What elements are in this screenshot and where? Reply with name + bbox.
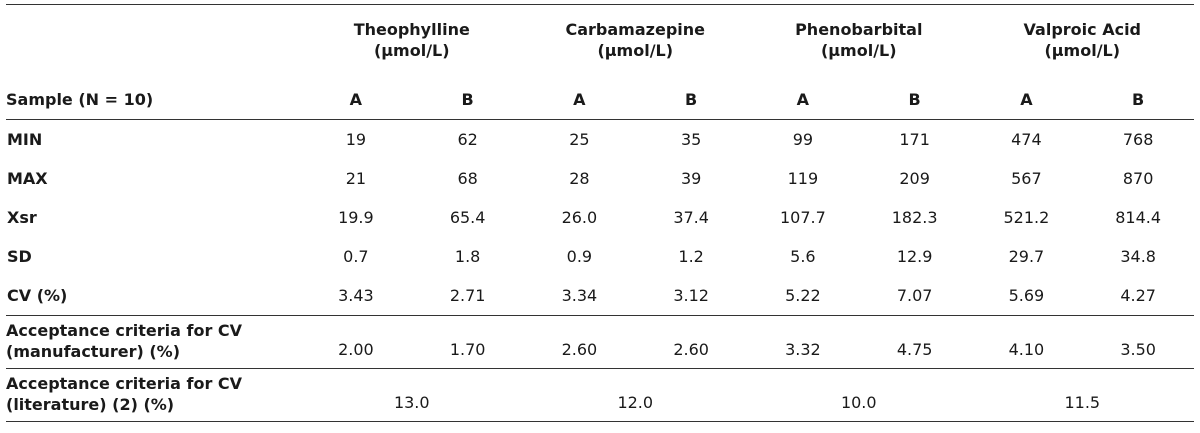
table-cell: 3.12 <box>673 286 709 305</box>
table-cell: 3.43 <box>338 286 374 305</box>
sample-header: Sample (N = 10) <box>6 79 300 120</box>
drug-unit: (µmol/L) <box>1044 41 1121 60</box>
table-cell: 65.4 <box>449 208 486 227</box>
table-cell: 0.7 <box>343 247 369 266</box>
table-cell: 567 <box>1011 169 1042 188</box>
table-cell: 26.0 <box>561 208 598 227</box>
table-cell: 171 <box>899 130 930 149</box>
table-cell: 814.4 <box>1115 208 1162 227</box>
table-cell: 29.7 <box>1008 247 1045 266</box>
table-cell: 2.60 <box>524 316 636 369</box>
row-label-line: (manufacturer) (%) <box>6 342 181 361</box>
row-label <box>6 316 300 369</box>
drug-header-theophylline <box>300 5 524 80</box>
drug-unit: (µmol/L) <box>597 41 674 60</box>
table-row-acceptance-manufacturer <box>6 316 1194 369</box>
table-cell: 35 <box>680 130 702 149</box>
row-label-line: Acceptance criteria for CV <box>6 321 243 340</box>
table-cell: 39 <box>680 169 702 188</box>
table-cell: 4.27 <box>1120 286 1156 305</box>
table-cell: 28 <box>569 169 590 188</box>
cv-results-table <box>6 4 1194 422</box>
table-cell: 12.0 <box>524 369 748 422</box>
sample-b-header: B <box>412 79 524 120</box>
table-cell: 99 <box>792 130 814 149</box>
drug-header-phenobarbital <box>747 5 971 80</box>
table-cell: 13.0 <box>300 369 524 422</box>
drug-name: Valproic Acid <box>1023 20 1141 39</box>
table-cell: 5.6 <box>790 247 816 266</box>
table-cell: 21 <box>345 169 367 188</box>
table-cell: 2.60 <box>635 316 747 369</box>
table-cell: 12.9 <box>896 247 933 266</box>
table-cell: 474 <box>1011 130 1042 149</box>
table-row-xsr <box>6 198 1194 237</box>
row-label-line: (literature) (2) (%) <box>6 395 175 414</box>
table-cell: 3.32 <box>747 316 859 369</box>
table-cell: 521.2 <box>1003 208 1050 227</box>
drug-header-valproic-acid <box>971 5 1195 80</box>
table-row-max <box>6 159 1194 198</box>
table-cell: 1.70 <box>412 316 524 369</box>
table-row-sd <box>6 237 1194 276</box>
table-row-cv <box>6 276 1194 316</box>
table-cell: 209 <box>899 169 930 188</box>
table-cell: 5.22 <box>785 286 821 305</box>
row-label: SD <box>7 247 32 266</box>
table-cell: 19 <box>345 130 367 149</box>
sample-a-header: A <box>971 79 1083 120</box>
table-cell: 5.69 <box>1008 286 1045 305</box>
row-label: MAX <box>7 169 48 188</box>
drug-name: Phenobarbital <box>795 20 923 39</box>
table-row-min <box>6 120 1194 160</box>
table-cell: 34.8 <box>1120 247 1156 266</box>
table-cell: 25 <box>569 130 590 149</box>
table-cell: 37.4 <box>673 208 709 227</box>
table-cell: 1.8 <box>454 247 481 266</box>
table-cell: 2.71 <box>449 286 486 305</box>
drug-unit: (µmol/L) <box>820 41 897 60</box>
sample-a-header: A <box>300 79 412 120</box>
table-cell: 119 <box>787 169 819 188</box>
table-cell: 3.34 <box>561 286 598 305</box>
drug-unit: (µmol/L) <box>373 41 450 60</box>
table-cell: 4.75 <box>859 316 971 369</box>
row-label: MIN <box>7 130 43 149</box>
header-corner <box>6 5 300 80</box>
table-cell: 107.7 <box>779 208 826 227</box>
row-label <box>6 369 300 422</box>
sample-b-header: B <box>1082 79 1194 120</box>
table-cell: 4.10 <box>971 316 1083 369</box>
table-cell: 182.3 <box>891 208 938 227</box>
sample-a-header: A <box>524 79 636 120</box>
table-cell: 3.50 <box>1082 316 1194 369</box>
table-cell: 1.2 <box>678 247 704 266</box>
table-cell: 11.5 <box>971 369 1195 422</box>
table-cell: 68 <box>457 169 478 188</box>
table-cell: 19.9 <box>338 208 374 227</box>
drug-header-row <box>6 5 1194 80</box>
row-label-line: Acceptance criteria for CV <box>6 374 243 393</box>
table-cell: 7.07 <box>896 286 933 305</box>
sample-b-header: B <box>635 79 747 120</box>
drug-name: Carbamazepine <box>565 20 705 39</box>
sample-a-header: A <box>747 79 859 120</box>
sample-subheader-row <box>6 79 1194 120</box>
row-label: Xsr <box>7 208 37 227</box>
table-cell: 870 <box>1122 169 1154 188</box>
drug-name: Theophylline <box>353 20 470 39</box>
table-cell: 0.9 <box>566 247 593 266</box>
drug-header-carbamazepine <box>524 5 748 80</box>
sample-b-header: B <box>859 79 971 120</box>
table-row-acceptance-literature <box>6 369 1194 422</box>
row-label: CV (%) <box>7 286 68 305</box>
table-cell: 10.0 <box>747 369 971 422</box>
table-cell: 2.00 <box>300 316 412 369</box>
table-cell: 768 <box>1122 130 1154 149</box>
table-cell: 62 <box>457 130 478 149</box>
